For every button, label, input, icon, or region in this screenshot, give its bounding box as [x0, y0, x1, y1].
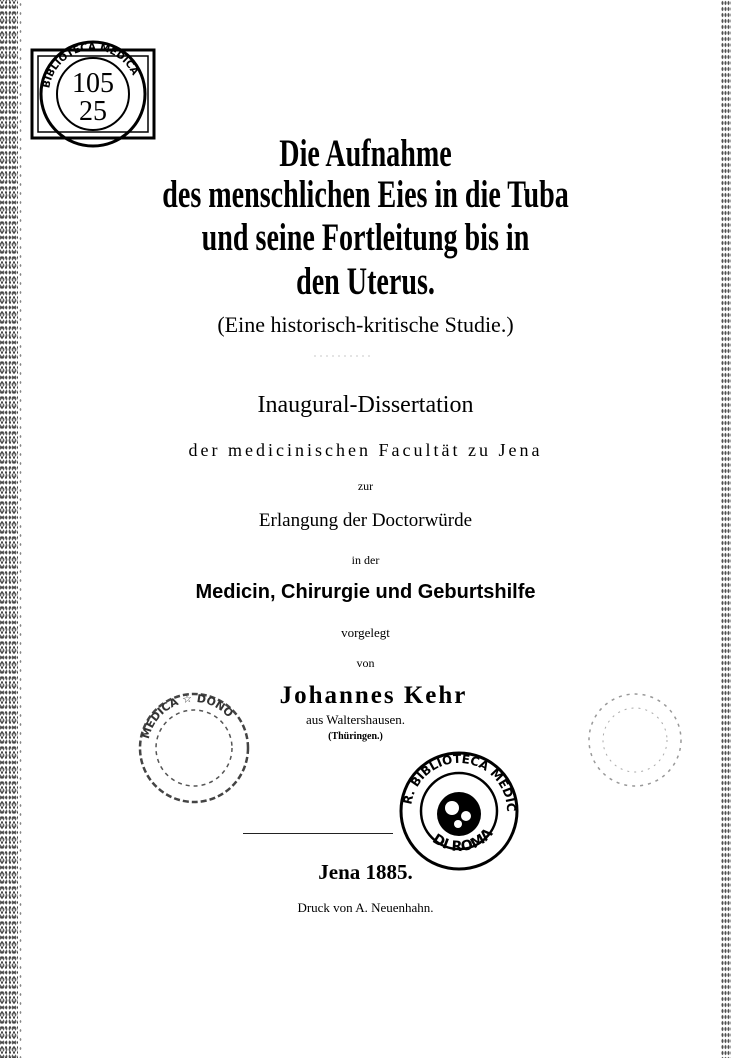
title-line-1: Die Aufnahme [279, 132, 452, 175]
stamp-bottom-ring-text: R. BIBLIOTECA MEDIC [400, 751, 519, 813]
stamp-top-number-2: 25 [79, 96, 107, 127]
dotted-divider [312, 355, 372, 357]
place-year: Jena 1885. [318, 860, 413, 884]
fields-line: Medicin, Chirurgie und Geburtshilfe [195, 581, 536, 603]
zur-text: zur [357, 479, 374, 493]
subtitle: (Eine historisch-kritische Studie.) [217, 312, 514, 337]
svg-text:MEDICA ☆ DONO [139, 692, 236, 740]
title-line-2: des menschlichen Eies in die Tuba [162, 173, 569, 216]
stamp-top-number-1: 105 [72, 68, 114, 99]
stamp-middle-ring-text: MEDICA ☆ DONO [138, 691, 236, 741]
faded-stamp-right [575, 690, 695, 790]
stamp-bottom-lower-text: DI ROMA [429, 825, 497, 856]
erlangung-line: Erlangung der Doctorwürde [258, 510, 473, 531]
dissertation-heading: Inaugural-Dissertation [257, 392, 474, 418]
stamp-top-ring-text: BIBLIOTECA MEDICA [41, 41, 141, 90]
title-line-4: den Uterus. [296, 260, 435, 303]
faculty-line: der medicinischen Facultät zu Jena [188, 440, 543, 460]
title-line-3: und seine Fortleitung bis in [201, 216, 530, 259]
library-stamp-middle [128, 690, 258, 805]
library-stamp-bottom [388, 748, 530, 874]
von-text: von [356, 656, 375, 670]
printer-line: Druck von A. Neuenhahn. [297, 900, 434, 915]
library-stamp-middle-graphic [128, 690, 258, 805]
divider-rule [243, 833, 393, 834]
author-name: Johannes Kehr [279, 682, 468, 709]
library-stamp-bottom-graphic [388, 748, 530, 874]
author-region: (Thüringen.) [328, 731, 383, 742]
author-origin: aus Waltershausen. [305, 712, 406, 727]
vorgelegt-text: vorgelegt [341, 625, 390, 640]
faded-stamp-right-graphic [575, 690, 695, 790]
in-der-text: in der [351, 553, 380, 567]
